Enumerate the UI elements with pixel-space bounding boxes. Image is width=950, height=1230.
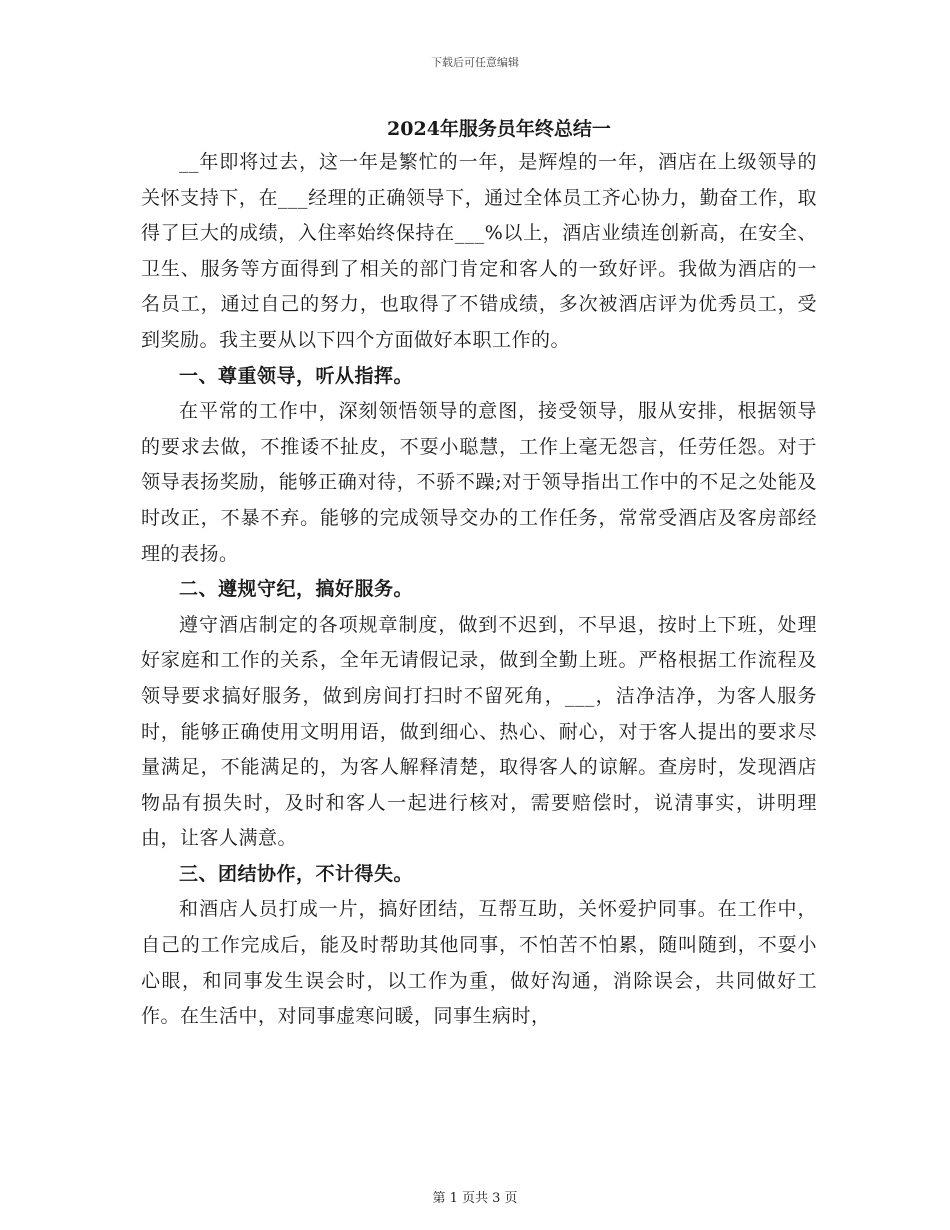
- section-heading-2: 二、遵规守纪，搞好服务。: [179, 578, 414, 601]
- paragraph-intro: __年即将过去，这一年是繁忙的一年，是辉煌的一年，酒店在上级领导的关怀支持下，在___经理的正确领导下，通过全体员工齐心协力，勤奋工作，取得了巨大的成绩，入住率始终保持在___%以上，酒店业绩连创新高，在安全、卫生、服务等方面得到了相关的部门肯定和客人的一致好评。我做为酒店的一名员工，通过自己的努力，也取得了不错成绩，多次被酒店评为优秀员工，受到奖励。我主要从以下四个方面做好本职工作的。: [141, 151, 817, 351]
- paragraph-section-2: 遵守酒店制定的各项规章制度，做到不迟到，不早退，按时上下班，处理好家庭和工作的关系，全年无请假记录，做到全勤上班。严格根据工作流程及领导要求搞好服务，做到房间打扫时不留死角，___，洁净洁净，为客人服务时，能够正确使用文明用语，做到细心、热心、耐心，对于客人提出的要求尽量满足，不能满足的，为客人解释清楚，取得客人的谅解。查房时，发现酒店物品有损失时，及时和客人一起进行核对，需要赔偿时，说清事实，讲明理由，让客人满意。: [141, 613, 817, 850]
- paragraph-section-3: 和酒店人员打成一片，搞好团结，互帮互助，关怀爱护同事。在工作中，自己的工作完成后，能及时帮助其他同事，不怕苦不怕累，随叫随到，不耍小心眼，和同事发生误会时，以工作为重，做好沟通，消除误会，共同做好工作。在生活中，对同事虚寒问暖，同事生病时，: [141, 898, 817, 1028]
- page-number: 第 1 页共 3 页: [432, 1191, 518, 1206]
- document-title: 2024年服务员年终总结一: [387, 118, 611, 140]
- paragraph-section-1: 在平常的工作中，深刻领悟领导的意图，接受领导，服从安排，根据领导的要求去做，不推诿不扯皮，不耍小聪慧，工作上毫无怨言，任劳任怨。对于领导表扬奖励，能够正确对待，不骄不躁;对于领导指出工作中的不足之处能及时改正，不暴不弃。能够的完成领导交办的工作任务，常常受酒店及客房部经理的表扬。: [141, 400, 817, 565]
- section-heading-3: 三、团结协作，不计得失。: [179, 862, 414, 885]
- document-body: [141, 145, 817, 1035]
- section-heading-1: 一、尊重领导，听从指挥。: [179, 364, 414, 387]
- page-header-note: 下载后可任意编辑: [431, 56, 519, 69]
